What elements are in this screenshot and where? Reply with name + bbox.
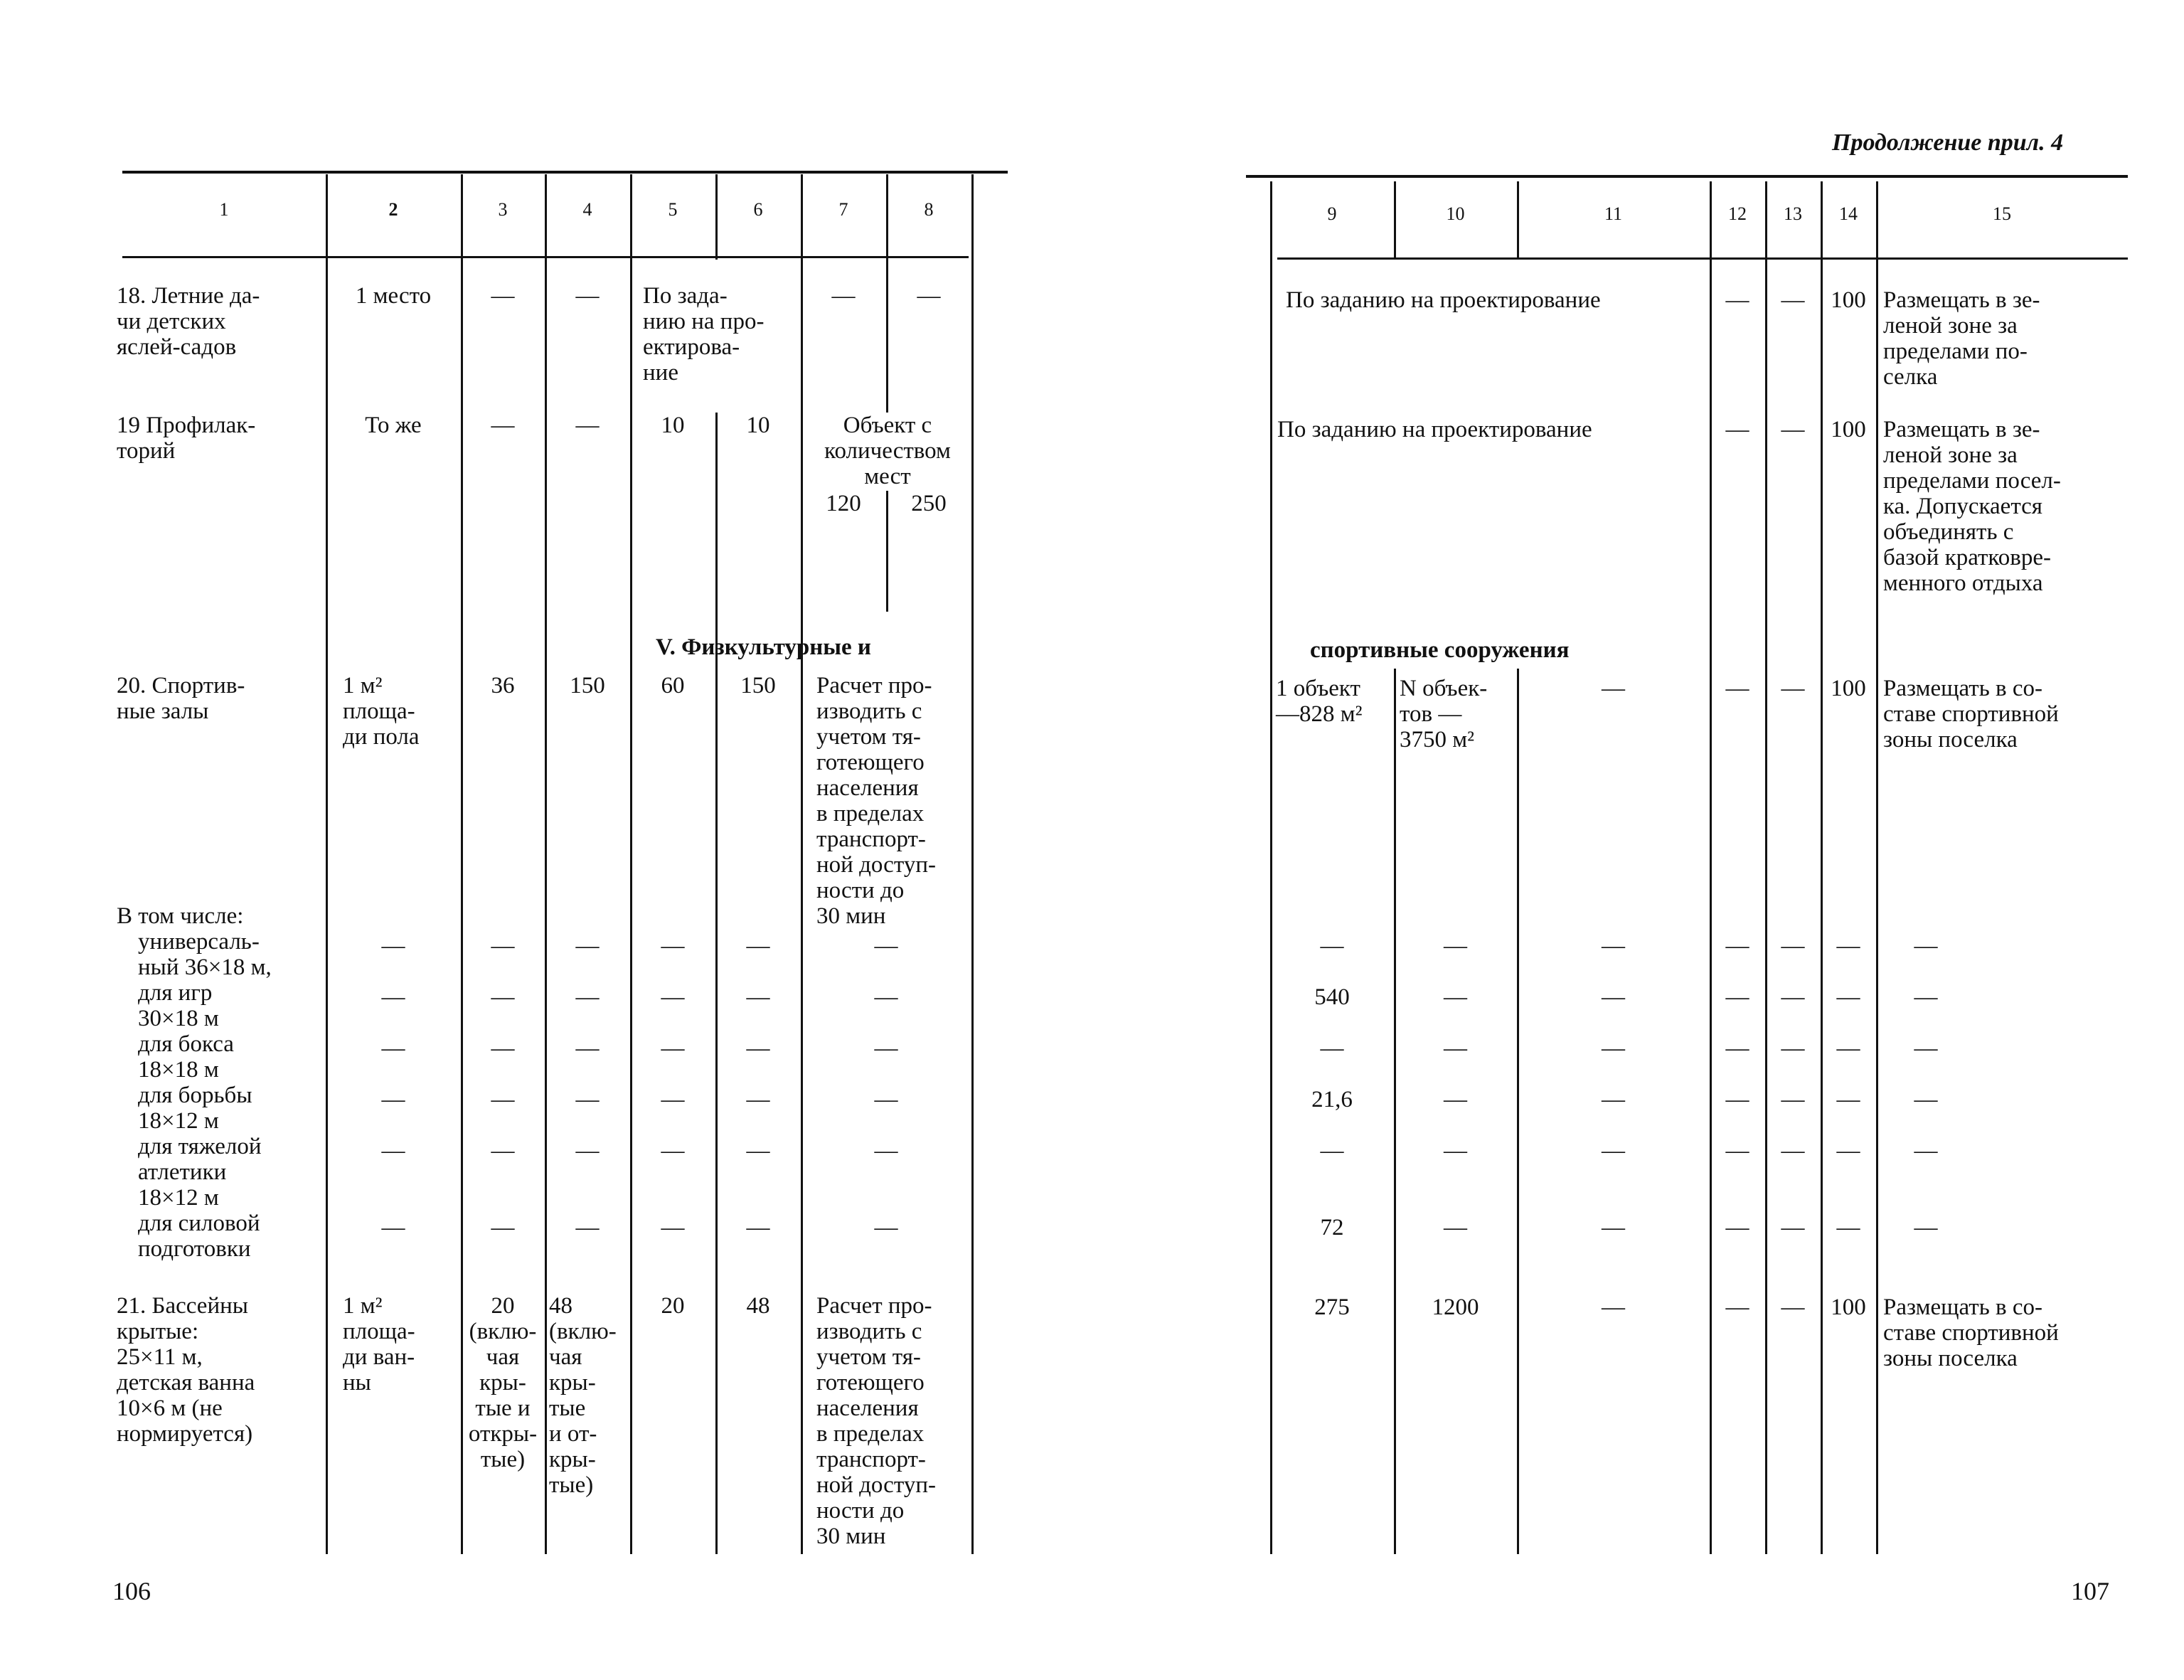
row20-c12: — [1725, 676, 1749, 701]
col-number: 1 [219, 199, 229, 220]
sub-dash: — [661, 1087, 685, 1112]
sub-dash: — [1602, 1036, 1625, 1061]
sub-dash: — [1725, 984, 1749, 1010]
sub-c9: — [1320, 933, 1344, 959]
row19-unit: То же [365, 413, 422, 438]
sub-dash: — [1444, 1215, 1467, 1240]
col-divider [1765, 181, 1767, 1554]
sub-dash: — [1781, 933, 1805, 959]
sub-dash: — [1836, 1138, 1860, 1164]
row18-name: 18. Летние да- чи детских яслей-садов [117, 283, 260, 360]
row19-c78: Объект с количеством мест [824, 413, 951, 489]
sub-dash: — [491, 1215, 515, 1240]
header-bottom-rule [1277, 257, 2128, 260]
sub-dash: — [1836, 1215, 1860, 1240]
sub-dash: — [1836, 1087, 1860, 1112]
col-number: 10 [1446, 203, 1465, 224]
sub-dash: — [1444, 1036, 1467, 1061]
row20-c14: 100 [1831, 676, 1866, 701]
sub-name: для борьбы 18×12 м [138, 1083, 252, 1134]
sub-dash: — [661, 933, 685, 959]
col-number: 14 [1839, 203, 1858, 224]
sub-dash: — [874, 1036, 898, 1061]
col-number: 3 [498, 199, 508, 220]
row19-c9-11: По заданию на проектирование [1277, 417, 1592, 442]
col-divider [461, 174, 463, 1554]
col-number: 9 [1327, 203, 1337, 224]
col-divider [1270, 181, 1272, 1554]
sub-dash: — [1836, 984, 1860, 1010]
sub-dash: — [1781, 1036, 1805, 1061]
sub-dash: — [1781, 1215, 1805, 1240]
col-number: 6 [753, 199, 763, 220]
sub-dash: — [381, 1215, 405, 1240]
row20-unit: 1 м² площа- ди пола [343, 673, 420, 750]
row19-name: 19 Профилак- торий [117, 413, 256, 464]
sub-dash: — [381, 1087, 405, 1112]
sub-dash: — [1725, 1036, 1749, 1061]
sub-dash: — [1444, 1087, 1467, 1112]
sub-c9: 72 [1320, 1215, 1344, 1240]
row18-c12: — [1725, 287, 1749, 313]
sub-dash: — [746, 1087, 770, 1112]
row19-c7: 120 [826, 491, 861, 516]
sub-dash: — [491, 1087, 515, 1112]
section-title-part2: спортивные сооружения [1310, 637, 1570, 663]
right-page [1092, 0, 2184, 1680]
row20-c4: 150 [570, 673, 605, 698]
row19-c5: 10 [661, 413, 685, 438]
sub-dash: — [575, 1215, 600, 1240]
sub-dash: — [1602, 984, 1625, 1010]
col-divider [326, 174, 328, 1554]
row19-c8: 250 [911, 491, 947, 516]
sub-dash: — [575, 1036, 600, 1061]
table-top-rule [1246, 175, 2128, 178]
sub-dash: — [575, 933, 600, 959]
col-divider [801, 174, 803, 1554]
row21-c12: — [1725, 1294, 1749, 1320]
col-divider [715, 413, 718, 1554]
row18-c7: — [831, 283, 856, 309]
col-number: 13 [1784, 203, 1802, 224]
sub-dash: — [1602, 1138, 1625, 1164]
sub-dash: — [1914, 1215, 1938, 1240]
row21-c14: 100 [1831, 1294, 1866, 1320]
row20-c15: Размещать в со- ставе спортивной зоны поселка [1883, 676, 2059, 753]
col-number: 15 [1993, 203, 2011, 224]
sub-c9: 21,6 [1311, 1087, 1353, 1112]
row21-c5: 20 [661, 1293, 685, 1319]
sub-dash: — [1836, 933, 1860, 959]
sub-dash: — [575, 1138, 600, 1164]
row19-c4: — [575, 413, 600, 438]
row20-c13: — [1781, 676, 1805, 701]
col-divider [1821, 181, 1823, 1554]
col-divider [630, 174, 632, 1554]
sub-dash: — [1781, 1138, 1805, 1164]
col-number: 11 [1604, 203, 1623, 224]
row19-c3: — [491, 413, 515, 438]
sub-dash: — [1914, 1036, 1938, 1061]
sub-dash: — [1725, 933, 1749, 959]
col-number: 5 [668, 199, 678, 220]
sub-name: универсаль- ный 36×18 м, [138, 929, 272, 980]
running-head: Продолжение прил. 4 [1832, 129, 2064, 156]
row18-c56: По зада- нию на про- ектирова- ние [643, 283, 765, 386]
sub-dash: — [491, 984, 515, 1010]
col-number: 2 [388, 199, 398, 220]
row18-c13: — [1781, 287, 1805, 313]
sub-dash: — [491, 1138, 515, 1164]
sub-dash: — [1914, 1087, 1938, 1112]
row18-c9-11: По заданию на проектирование [1286, 287, 1601, 313]
row19-c15: Размещать в зе- леной зоне за пределами посел- ка. Допускается объединять с базой кратковре- менного отдыха [1883, 417, 2061, 596]
col-divider [1876, 181, 1878, 1554]
row20-c11: — [1602, 676, 1625, 701]
sub-dash: — [661, 1215, 685, 1240]
row18-c8: — [917, 283, 941, 309]
sub-dash: — [1444, 984, 1467, 1010]
sub-dash: — [1781, 1087, 1805, 1112]
page-number: 106 [112, 1577, 151, 1605]
sub-dash: — [1444, 1138, 1467, 1164]
row20-c5: 60 [661, 673, 685, 698]
col-number: 12 [1728, 203, 1747, 224]
row18-c15: Размещать в зе- леной зоне за пределами по- селка [1883, 287, 2040, 390]
row20-c10: N объек- тов — 3750 м² [1400, 676, 1488, 753]
row20-c9: 1 объект —828 м² [1276, 676, 1363, 727]
page-number: 107 [2071, 1577, 2109, 1605]
sub-dash: — [874, 1087, 898, 1112]
row21-c9: 275 [1314, 1294, 1350, 1320]
table-top-rule [122, 171, 1008, 174]
sub-dash: — [1725, 1138, 1749, 1164]
row21-name: 21. Бассейны крытые: 25×11 м, детская ванна 10×6 м (не нормируется) [117, 1293, 255, 1447]
col-number: 8 [924, 199, 934, 220]
sub-dash: — [381, 933, 405, 959]
section-title-part1: V. Физкультурные и [656, 634, 871, 660]
sub-dash: — [381, 1138, 405, 1164]
row20-c6: 150 [740, 673, 776, 698]
row21-c15: Размещать в со- ставе спортивной зоны поселка [1883, 1294, 2059, 1371]
sub-dash: — [1444, 933, 1467, 959]
col-divider [545, 174, 547, 1554]
row21-c10: 1200 [1432, 1294, 1479, 1320]
sub-dash: — [575, 1087, 600, 1112]
sub-c9: — [1320, 1036, 1344, 1061]
row19-c14: 100 [1831, 417, 1866, 442]
sub-dash: — [746, 933, 770, 959]
sub-dash: — [1914, 933, 1938, 959]
sub-dash: — [874, 984, 898, 1010]
sub-dash: — [491, 933, 515, 959]
sub-name: для игр 30×18 м [138, 980, 219, 1031]
sub-dash: — [1725, 1215, 1749, 1240]
row20-c3: 36 [491, 673, 515, 698]
row20-name: 20. Спортив- ные залы [117, 673, 245, 724]
sub-dash: — [575, 984, 600, 1010]
sub-c9: — [1320, 1138, 1344, 1164]
row19-c6: 10 [746, 413, 770, 438]
sub-dash: — [381, 984, 405, 1010]
sub-dash: — [874, 1215, 898, 1240]
sub-dash: — [746, 1036, 770, 1061]
row21-c4: 48 (вклю- чая кры- тые и от- кры- тые) [549, 1293, 617, 1498]
sub-header: В том числе: [117, 903, 244, 929]
sub-dash: — [491, 1036, 515, 1061]
sub-dash: — [746, 984, 770, 1010]
row20-c78: Расчет про- изводить с учетом тя- готеющего населения в пределах транспорт- ной доступ- ности до 30 мин [816, 673, 936, 929]
sub-dash: — [1781, 984, 1805, 1010]
row21-c6: 48 [746, 1293, 770, 1319]
sub-dash: — [1602, 1087, 1625, 1112]
row21-c13: — [1781, 1294, 1805, 1320]
row19-c12: — [1725, 417, 1749, 442]
row21-c3: 20 (вклю- чая кры- тые и откры- тые) [468, 1293, 538, 1472]
sub-dash: — [661, 1036, 685, 1061]
sub-dash: — [661, 984, 685, 1010]
sub-dash: — [746, 1138, 770, 1164]
sub-name: для тяжелой атлетики 18×12 м [138, 1134, 262, 1211]
sub-dash: — [746, 1215, 770, 1240]
sub-dash: — [1725, 1087, 1749, 1112]
sub-dash: — [661, 1138, 685, 1164]
sub-dash: — [1914, 1138, 1938, 1164]
sub-dash: — [1602, 933, 1625, 959]
col-number: 7 [838, 199, 848, 220]
sub-name: для силовой подготовки [138, 1211, 260, 1262]
sub-dash: — [874, 933, 898, 959]
row21-c11: — [1602, 1294, 1625, 1320]
sub-dash: — [381, 1036, 405, 1061]
sub-dash: — [874, 1138, 898, 1164]
row19-c13: — [1781, 417, 1805, 442]
row18-c3: — [491, 283, 515, 309]
col-divider [1710, 181, 1712, 1554]
sub-c9: 540 [1314, 984, 1350, 1010]
row18-c14: 100 [1831, 287, 1866, 313]
sub-dash: — [1836, 1036, 1860, 1061]
sub-dash: — [1914, 984, 1938, 1010]
col-divider [971, 174, 974, 1554]
row21-unit: 1 м² площа- ди ван- ны [343, 1293, 415, 1395]
row18-unit: 1 место [355, 283, 432, 309]
col-number: 4 [582, 199, 592, 220]
sub-name: для бокса 18×18 м [138, 1031, 234, 1083]
row18-c4: — [575, 283, 600, 309]
row21-c78: Расчет про- изводить с учетом тя- готеющего населения в пределах транспорт- ной доступ- ности до 30 мин [816, 1293, 936, 1549]
sub-dash: — [1602, 1215, 1625, 1240]
